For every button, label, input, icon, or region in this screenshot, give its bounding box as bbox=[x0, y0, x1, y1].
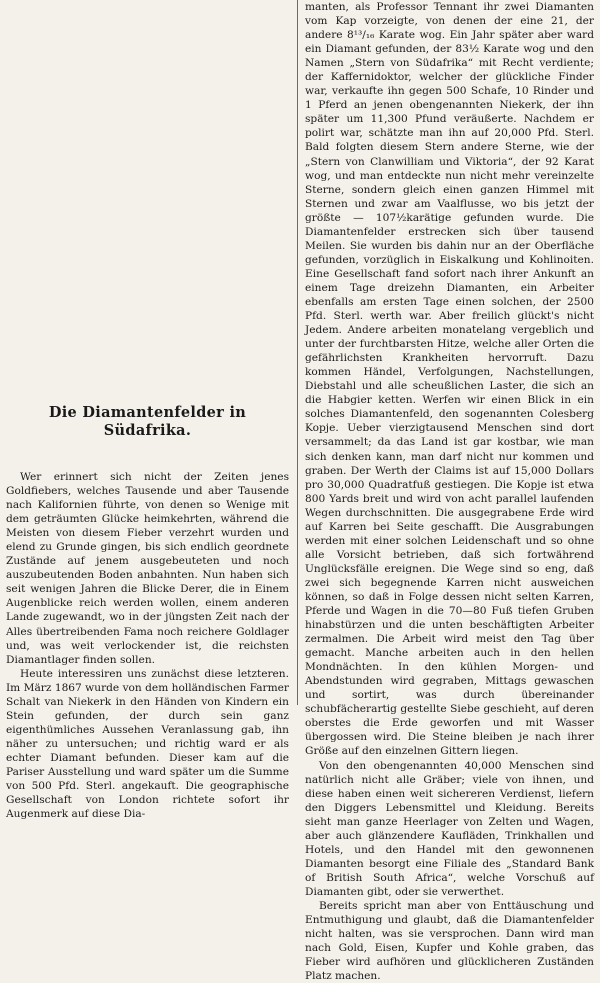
left-paragraph-2: Heute interessiren uns zunächst diese letzteren. Im März 1867 wurde von dem holländischen Farmer Schalt van Niekerk in den Händen von Kindern ein Stein gefunden, der durch sein ganz eigenthümliches Aussehen Veranlassung gab, ihn näher zu untersuchen; und richtig ward er als echter Diamant befunden. Dieser kam auf die Pariser Ausstellung und ward später um die Summe von 500 Pfd. Sterl. angekauft. Die geographische Gesellschaft von London richtete sofort ihr Augenmerk auf diese Dia- bbox=[6, 667, 289, 821]
right-paragraph-2: Von den obengenannten 40,000 Menschen sind natürlich nicht alle Gräber; viele von ihnen, und diese haben einen weit sichereren Verdienst, liefern den Diggers Lebensmittel und Kleidung. Bereits sieht man ganze Heerlager von Zelten und Wagen, aber auch glänzendere Kaufläden, Trinkhallen und Hotels, und den Handel mit den gewonnenen Diamanten besorgt eine Filiale des „Standard Bank of British South Africa“, welche Vorschuß auf Diamanten gibt, oder sie verwerthet. bbox=[305, 759, 594, 898]
right-paragraph-1: manten, als Professor Tennant ihr zwei Diamanten vom Kap vorzeigte, von denen der eine 21, der andere 8¹³/₁₆ Karate wog. Ein Jahr später aber ward ein Diamant gefunden, der 83½ Karate wog und den Namen „Stern von Südafrika“ mit Recht verdiente; der Kaffernidoktor, welcher der glückliche Finder war, verkaufte ihn gegen 500 Schafe, 10 Rinder und 1 Pferd an jenen obengenannten Niekerk, der ihn später um 11,300 Pfund veräußerte. Nachdem er polirt war, schätzte man ihn auf 20,000 Pfd. Sterl. Bald folgten diesem Stern andere Sterne, wie der „Stern von Clanwilliam und Viktoria“, der 92 Karat wog, und man entdeckte nun nicht mehr vereinzelte Sterne, sondern gleich einen ganzen Himmel mit Sternen und zwar am Vaalflusse, wo bis jetzt der größte — 107½karätige gefunden wurde. Die Diamantenfelder erstrecken sich über tausend Meilen. Sie wurden bis dahin nur an der Oberfläche gefunden, vorzüglich in Eiskalkung und Kohlinoiten. Eine Gesellschaft fand sofort nach ihrer Ankunft an einem Tage dreizehn Diamanten, ein Arbeiter ebenfalls am ersten Tage einen solchen, der 2500 Pfd. Sterl. werth war. Aber freilich glückt's nicht Jedem. Andere arbeiten monatelang vergeblich und unter der furchtbarsten Hitze, welche aller Orten die gefährlichsten Krankheiten hervorruft. Dazu kommen Händel, Verfolgungen, Nachstellungen, Diebstahl und alle scheußlichen Laster, die sich an die Habgier ketten. Werfen wir einen Blick in ein solches Diamantenfeld, den sogenannten Colesberg Kopje. Ueber vierzigtausend Menschen sind dort versammelt; da das Land ist gar kostbar, wie man sich denken kann, man darf nicht nur kommen und graben. Der Werth der Claims ist auf 15,000 Dollars pro 30,000 Quadratfuß gestiegen. Die Kopje ist etwa 800 Yards breit und wird von acht parallel laufenden Wegen durchschnitten. Die ausgegrabene Erde wird auf Karren bei Seite geschafft. Die Ausgrabungen werden mit einer solchen Leidenschaft und so ohne alle Vorsicht betrieben, daß sich fortwährend Unglücksfälle ereignen. Die Wege sind so eng, daß zwei sich begegnende Karren nicht ausweichen können, so daß in Folge dessen nicht selten Karren, Pferde und Wagen in die 70—80 Fuß tiefen Gruben hinabstürzen und die unten beschäftigten Arbeiter zermalmen. Die Arbeit wird meist den Tag über gemacht. Manche arbeiten auch in den hellen Mondnächten. In den kühlen Morgen- und Abendstunden wird gegraben, Mittags gewaschen und sortirt, was durch übereinander schubfächerartig gestellte Siebe geschieht, auf deren oberstes die Erde geworfen und mit Wasser übergossen wird. Die Steine bleiben je nach ihrer Größe auf den einzelnen Gittern liegen. bbox=[305, 1, 594, 758]
left-paragraph-1: Wer erinnert sich nicht der Zeiten jenes Goldfiebers, welches Tausende und aber Tausende nach Kalifornien führte, von denen so Wenige mit dem geträumten Glücke heimkehrten, während die Meisten von diesem Fieber verzehrt wurden und elend zu Grunde gingen, bis sich endlich geordnete Zustände auf jenem ausgebeuteten und noch auszubeutenden Boden anbahnten. Nun haben sich seit wenigen Jahren die Blicke Derer, die in Einem Augenblicke reich werden wollen, einem anderen Lande zugewandt, wo in der jüngsten Zeit nach der Alles übertreibenden Fama noch reichere Goldlager und, was weit verlockender ist, die reichsten Diamantlager finden sollen. bbox=[6, 471, 289, 666]
top-whitespace bbox=[6, 0, 289, 404]
column-divider bbox=[297, 0, 298, 705]
article-title: Die Diamantenfelder in Südafrika. bbox=[48, 404, 247, 439]
left-column bbox=[6, 0, 289, 821]
right-column bbox=[305, 0, 594, 983]
right-paragraph-3: Bereits spricht man aber von Enttäuschung und Entmuthigung und glaubt, daß die Diamantenfelder nicht halten, was sie versprochen. Dann wird man nach Gold, Eisen, Kupfer und Kohle graben, das Fieber wird aufhören und glücklicheren Zuständen Platz machen. bbox=[305, 900, 594, 983]
